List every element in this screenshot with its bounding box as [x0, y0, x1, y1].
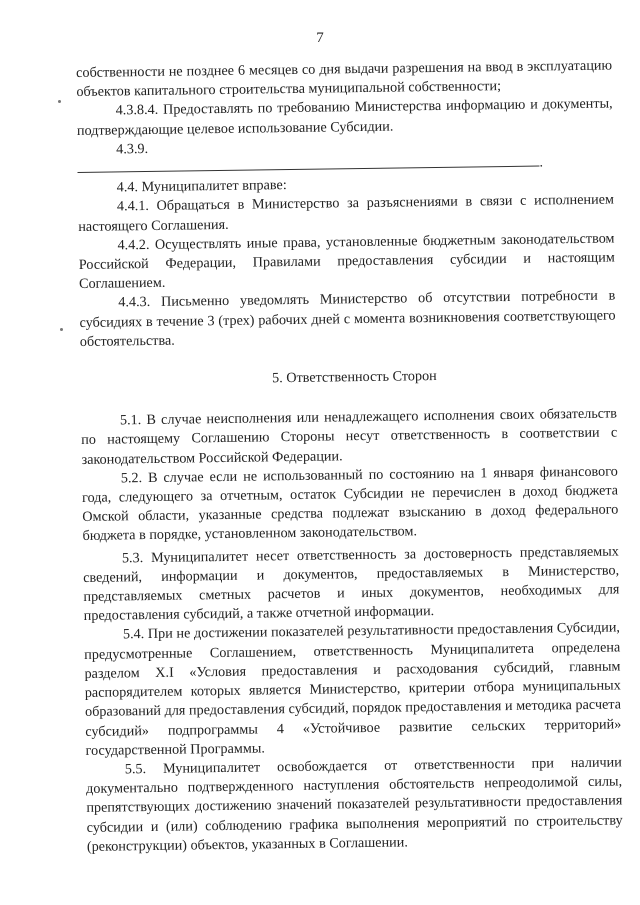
paragraph-4-4-1: 4.4.1. Обращаться в Министерство за разъяснениями в связи с исполнением настоящего Соглашения.: [78, 191, 615, 235]
document-body: [76, 57, 623, 857]
paragraph-5-3: 5.3. Муниципалитет несет ответственность за достоверность представляемых сведений, информации и документов, предоставляемых в Министерство, представляемых сметных расчетов и иных документов, необходимых для предоставления субсидий, а также отчетной информации.: [83, 543, 620, 625]
paragraph-5-1: 5.1. В случае неисполнения или ненадлежащего исполнения своих обязательств по настоящему Соглашению Стороны несут ответственность в соответствии с законодательством Российской Федерации.: [81, 405, 618, 468]
page-number: 7: [316, 30, 324, 46]
paragraph-5-2: 5.2. В случае если не использованный по состоянию на 1 января финансового года, следующего за отчетным, остаток Субсидии не перечислен в доход бюджета Омской области, указанные средства подлежат взысканию в доход федерального бюджета в порядке, установленном законодательством.: [81, 463, 619, 545]
paragraph-4-4-2: 4.4.2. Осуществлять иные права, установленные бюджетным законодательством Российской Федерации, Правилами предоставления субсидии и настоящим Соглашением.: [78, 230, 615, 293]
item-4-3-9-end: .: [539, 154, 544, 171]
paragraph-4-4-3: 4.4.3. Письменно уведомлять Министерство об отсутствии потребности в субсидиях в течение 3 (трех) рабочих дней с момента возникновения соответствующего обстоятельства.: [79, 287, 616, 350]
scan-speck: [58, 100, 61, 103]
item-4-3-9-label: 4.3.9.: [116, 140, 149, 158]
paragraph-5-5: 5.5. Муниципалитет освобождается от ответственности при наличии документально подтвержденного наступления обстоятельств непреодолимой силы, препятствующих достижению значений показателей результативности предоставления субсидии и (или) соблюдению графика выполнения мероприятий по строительству (реконструкции) объектов, указанных в Соглашении.: [86, 754, 623, 855]
paragraph-continuation: собственности не позднее 6 месяцев со дня выдачи разрешения на ввод в эксплуатацию объектов капитального строительства муниципальной собственности;: [76, 57, 613, 101]
paragraph-5-4: 5.4. При не достижении показателей результативности предоставления Субсидии, предусмотренные Соглашением, ответственность Муниципалитета определена разделом X.I «Условия предоставления и расходования субсидий, главным распорядителем которых является Министерство, критерии отбора муниципальных образований для предоставления субсидий, порядок предоставления и методика расчета субсидий» подпрограммы 4 «Устойчивое развитие сельских территорий» государственной Программы.: [84, 619, 622, 759]
paragraph-4-3-9: [77, 133, 613, 179]
section-heading: 5. Ответственность Сторон: [271, 368, 437, 387]
paragraph-4-3-8-4: 4.3.8.4. Предоставлять по требованию Министерства информацию и документы, подтверждающие целевое использование Субсидии.: [76, 95, 613, 139]
paragraph-4-4: 4.4. Муниципалитет вправе:: [116, 177, 287, 196]
scan-speck: [60, 328, 63, 331]
